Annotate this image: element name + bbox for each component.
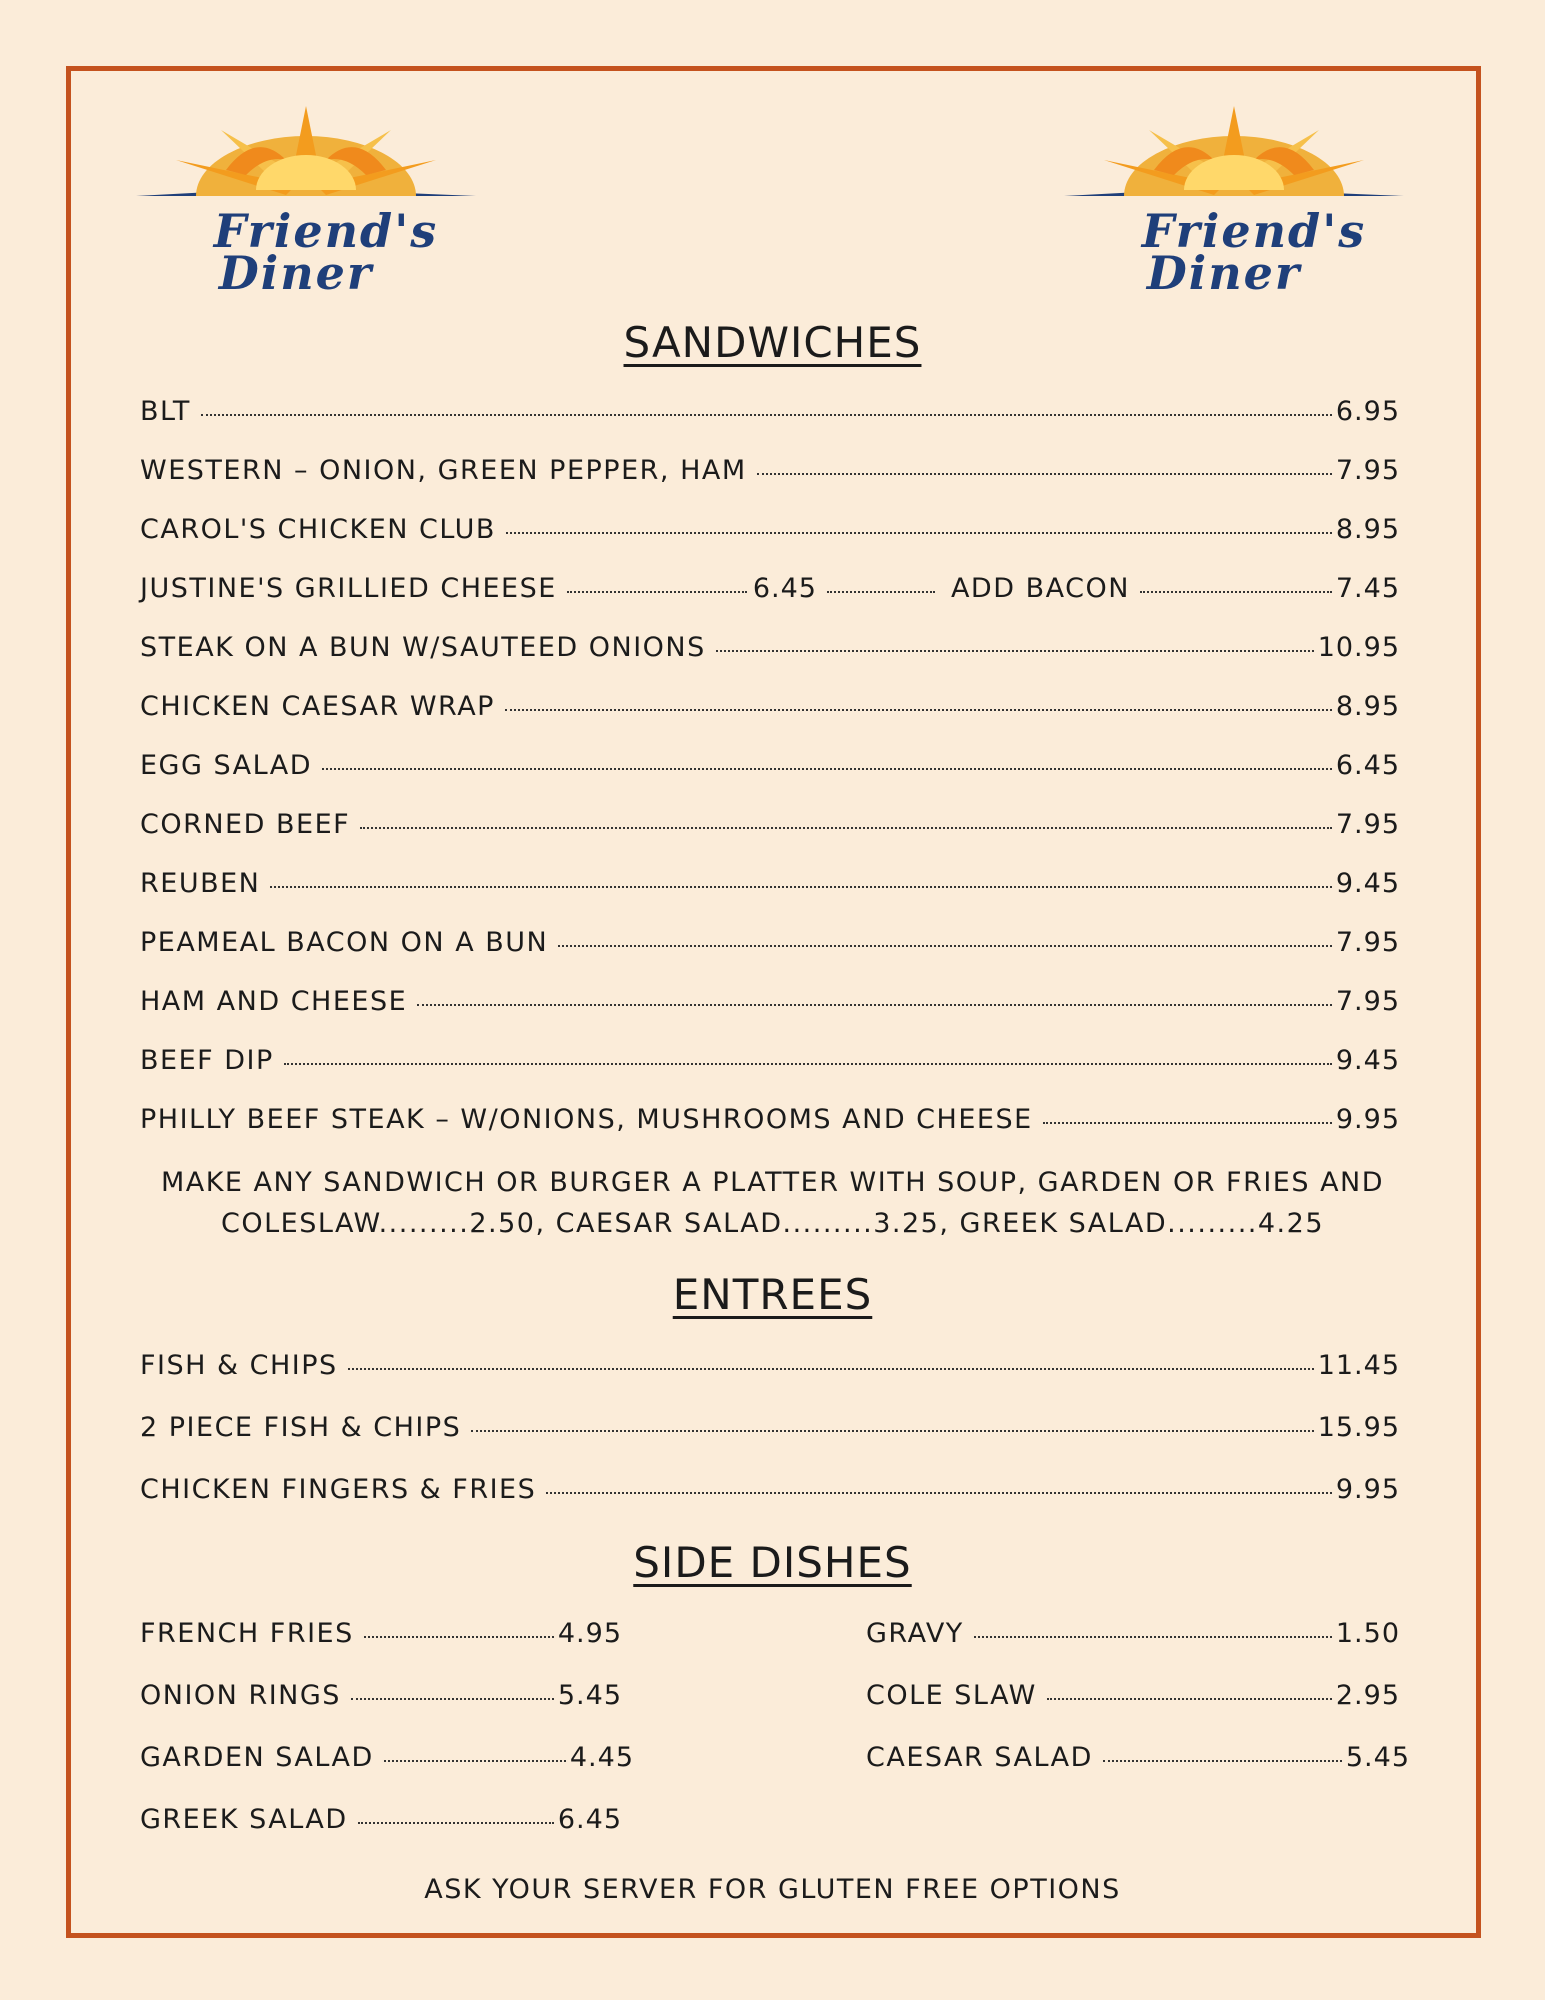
item-price: 8.95: [1335, 514, 1400, 545]
item-name: CHICKEN FINGERS & FRIES: [140, 1474, 537, 1505]
logo-text-diner: Diner: [1146, 246, 1302, 300]
item-name: BEEF DIP: [140, 1045, 274, 1076]
item-price: 4.45: [569, 1742, 634, 1773]
item-name: BLT: [140, 396, 191, 427]
side-item: [866, 1618, 1400, 1649]
menu-item: [140, 1104, 1400, 1135]
item-price: 7.95: [1335, 809, 1400, 840]
menu-item: [140, 396, 1400, 427]
item-price: 4.95: [557, 1618, 622, 1649]
item-price: 8.95: [1335, 691, 1400, 722]
item-name: GREEK SALAD: [140, 1804, 348, 1835]
item-price: 9.45: [1335, 868, 1400, 899]
sun-logo-icon: [1064, 100, 1404, 210]
side-item: [140, 1742, 634, 1773]
sun-logo-icon: [136, 100, 476, 210]
item-price: 15.95: [1317, 1412, 1400, 1443]
item-price: 6.95: [1335, 396, 1400, 427]
menu-item: [140, 986, 1400, 1017]
menu-item: [140, 691, 1400, 722]
side-item: [140, 1804, 622, 1835]
item-name: CHICKEN CAESAR WRAP: [140, 691, 495, 722]
item-price: 9.95: [1335, 1474, 1400, 1505]
menu-item: [140, 632, 1400, 663]
menu-item: [140, 514, 1400, 545]
item-name: ONION RINGS: [140, 1680, 341, 1711]
menu-item: [140, 809, 1400, 840]
menu-item: [140, 1474, 1400, 1505]
item-name: REUBEN: [140, 868, 261, 899]
side-dishes-title: SIDE DISHES: [633, 1538, 912, 1587]
item-price: 1.50: [1335, 1618, 1400, 1649]
item-name: HAM AND CHEESE: [140, 986, 408, 1017]
item-price: 7.95: [1335, 986, 1400, 1017]
menu-item: [140, 1045, 1400, 1076]
item-name: JUSTINE'S GRILLIED CHEESE: [140, 573, 557, 604]
diner-logo-right: [1064, 100, 1404, 300]
item-name: 2 PIECE FISH & CHIPS: [140, 1412, 462, 1443]
item-price: 6.45: [752, 573, 817, 604]
addon-price: 7.45: [1335, 573, 1400, 604]
item-price: 5.45: [1345, 1742, 1410, 1773]
item-name: WESTERN – ONION, GREEN PEPPER, HAM: [140, 455, 747, 486]
item-price: 7.95: [1335, 927, 1400, 958]
item-name: STEAK ON A BUN W/SAUTEED ONIONS: [140, 632, 706, 663]
item-price: 6.45: [557, 1804, 622, 1835]
menu-item-grilled-cheese: [140, 573, 1400, 604]
item-name: GARDEN SALAD: [140, 1742, 374, 1773]
logo-text-friends: Friend's: [1141, 204, 1367, 258]
item-name: EGG SALAD: [140, 750, 313, 781]
menu-item: [140, 868, 1400, 899]
menu-item: [140, 455, 1400, 486]
platter-note: [130, 1162, 1415, 1244]
logo-text-diner: Diner: [218, 246, 374, 300]
item-name: FISH & CHIPS: [140, 1350, 338, 1381]
sandwiches-title: SANDWICHES: [623, 318, 922, 367]
item-name: COLE SLAW: [866, 1680, 1037, 1711]
item-name: FRENCH FRIES: [140, 1618, 354, 1649]
addon-name: ADD BACON: [950, 573, 1130, 604]
item-price: 10.95: [1317, 632, 1400, 663]
logo-text-friends: Friend's: [213, 204, 439, 258]
side-item: [140, 1618, 622, 1649]
item-price: 9.95: [1335, 1104, 1400, 1135]
side-item: [866, 1680, 1400, 1711]
item-name: CORNED BEEF: [140, 809, 351, 840]
item-price: 6.45: [1335, 750, 1400, 781]
item-name: PEAMEAL BACON ON A BUN: [140, 927, 549, 958]
item-price: 2.95: [1335, 1680, 1400, 1711]
item-name: CAESAR SALAD: [866, 1742, 1093, 1773]
menu-item: [140, 750, 1400, 781]
platter-note-line2: COLESLAW.........2.50, CAESAR SALAD.........3.25, GREEK SALAD.........4.25: [221, 1208, 1324, 1239]
menu-item: [140, 1350, 1400, 1381]
item-price: 5.45: [557, 1680, 622, 1711]
side-item: [866, 1742, 1410, 1773]
gluten-free-note: ASK YOUR SERVER FOR GLUTEN FREE OPTIONS: [424, 1874, 1121, 1905]
item-name: PHILLY BEEF STEAK – W/ONIONS, MUSHROOMS AND CHEESE: [140, 1104, 1033, 1135]
diner-logo-left: [136, 100, 476, 300]
item-price: 9.45: [1335, 1045, 1400, 1076]
item-name: CAROL'S CHICKEN CLUB: [140, 514, 496, 545]
item-name: GRAVY: [866, 1618, 964, 1649]
item-price: 7.95: [1335, 455, 1400, 486]
menu-item: [140, 927, 1400, 958]
menu-item: [140, 1412, 1400, 1443]
platter-note-line1: MAKE ANY SANDWICH OR BURGER A PLATTER WITH SOUP, GARDEN OR FRIES AND: [160, 1167, 1385, 1198]
side-item: [140, 1680, 622, 1711]
item-price: 11.45: [1317, 1350, 1400, 1381]
entrees-title: ENTREES: [672, 1270, 873, 1319]
